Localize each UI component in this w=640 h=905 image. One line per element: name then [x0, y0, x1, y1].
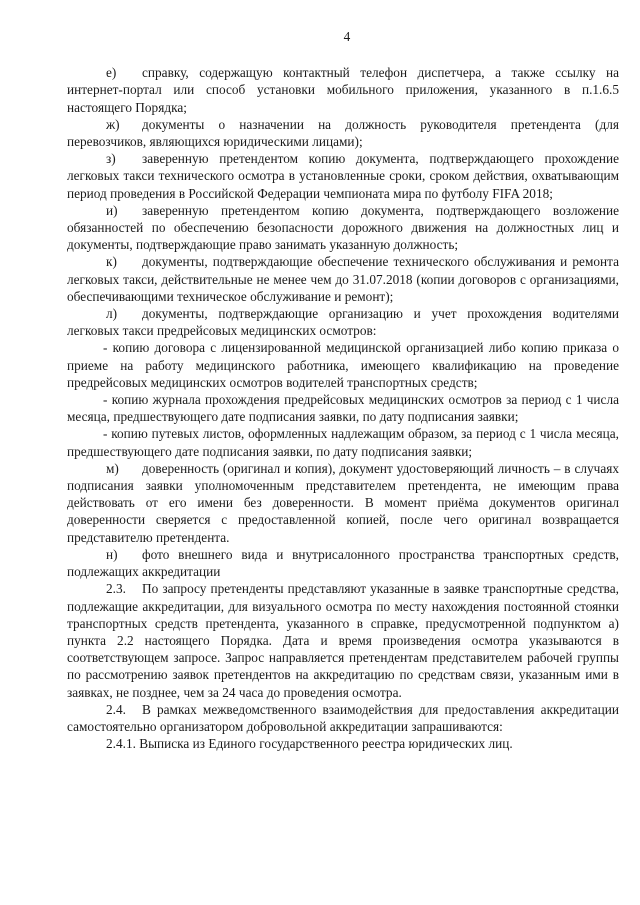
item-marker: н)	[106, 546, 118, 562]
subitem-text: - копию договора с лицензированной медицинской организацией либо копию приказа о приеме на работу медицинского работника, имеющего квалификацию на проведение предрейсовых медицинских осмотров водителей транспортных средств;	[67, 340, 619, 390]
item-marker: з)	[106, 151, 116, 167]
page-number: 4	[343, 29, 351, 44]
item-marker: ж)	[106, 116, 120, 132]
subitem-journal	[67, 391, 619, 425]
document-page	[67, 28, 619, 752]
item-text: документы, подтверждающие организацию и учет прохождения водителями легковых такси предрейсовых медицинских осмотров:	[67, 306, 619, 339]
section-2-4-1	[67, 735, 619, 752]
item-text: документы, подтверждающие обеспечение технического обслуживания и ремонта легковых такси, действительные не менее чем до 31.07.2018 (копии договоров с организациями, обеспечивающими техническое обслуживание и ремонт);	[67, 254, 619, 304]
item-text: доверенность (оригинал и копия), документ удостоверяющий личность – в случаях подписания заявки уполномоченным представителем претендента, не имеющим права действовать от его имени без доверенности. В момент приёма документов оригинал доверенности сверяется с предоставленной копией, после чего оригинал возвращается представителю претендента.	[67, 460, 619, 545]
item-text: заверенную претендентом копию документа, подтверждающего прохождение легковых такси технического осмотра в установленные сроки, сроком действия, охватывающим период проведения в Российской Федерации чемпионата мира по футболу FIFA 2018;	[67, 151, 619, 201]
section-text: 2.4.1. Выписка из Единого государственного реестра юридических лиц.	[106, 736, 513, 752]
item-marker: и)	[106, 202, 118, 218]
item-zh	[67, 116, 619, 150]
item-e	[67, 64, 619, 116]
section-2-4	[67, 701, 619, 735]
item-marker: к)	[106, 254, 117, 270]
subitem-text: - копию путевых листов, оформленных надлежащим образом, за период с 1 числа месяца, предшествующего дате подписания заявки, по дату подписания заявки;	[67, 426, 619, 459]
subitem-text: - копию журнала прохождения предрейсовых медицинских осмотров за период с 1 числа месяца, предшествующего дате подписания заявки, по дату подписания заявки;	[67, 392, 619, 425]
section-text: В рамках межведомственного взаимодействия для предоставления аккредитации самостоятельно организатором добровольной аккредитации запрашиваются:	[67, 701, 619, 734]
item-i	[67, 202, 619, 254]
item-text: заверенную претендентом копию документа, подтверждающего возложение обязанностей по обеспечению безопасности дорожного движения на должностных лиц и документы, подтверждающие право занимать указанную должность;	[67, 202, 619, 253]
item-text: справку, содержащую контактный телефон диспетчера, а также ссылку на интернет-портал или способ установки мобильного приложения, указанного в п.1.6.5 настоящего Порядка;	[67, 65, 619, 115]
section-2-3	[67, 580, 619, 700]
item-marker: м)	[106, 460, 119, 476]
item-text: фото внешнего вида и внутрисалонного пространства транспортных средств, подлежащих аккредитации	[67, 546, 619, 580]
item-k	[67, 253, 619, 305]
section-number: 2.3.	[106, 581, 126, 597]
item-marker: е)	[106, 65, 117, 81]
item-l	[67, 305, 619, 339]
item-marker: л)	[106, 306, 118, 322]
item-text: документы о назначении на должность руководителя претендента (для перевозчиков, являющихся юридическими лицами);	[67, 116, 619, 150]
item-n	[67, 546, 619, 580]
item-m	[67, 460, 619, 546]
section-number: 2.4.	[106, 701, 126, 717]
subitem-contract	[67, 339, 619, 391]
subitem-waybills	[67, 425, 619, 459]
section-text: По запросу претенденты представляют указанные в заявке транспортные средства, подлежащие аккредитации, для визуального осмотра по месту нахождения постоянной стоянки транспортных средств претендента, указанного в справке, предусмотренной подпунктом а) пункта 2.2 настоящего Порядка. Дата и время произведения осмотра указываются в соответствующем запросе. Запрос направляется претендентам представителем рабочей группы по рассмотрению заявок претендентов на аккредитацию по средствам связи, указанным ими в заявках, не позднее, чем за 24 часа до проведения осмотра.	[67, 581, 619, 700]
item-z	[67, 150, 619, 202]
